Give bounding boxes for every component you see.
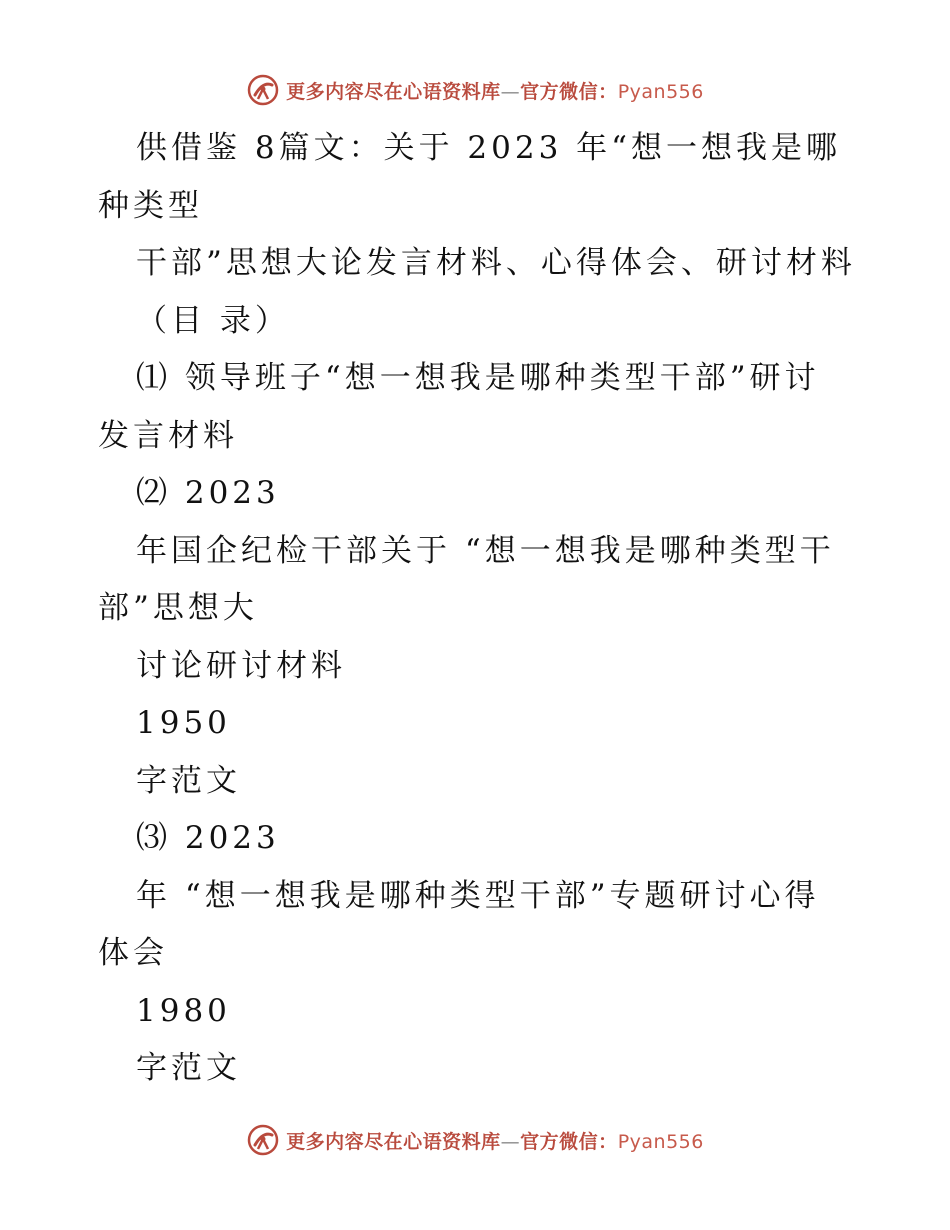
text-line: 发言材料 <box>98 417 238 454</box>
text-line: 1950 <box>136 705 231 741</box>
watermark-label: 官方微信： <box>520 1130 618 1153</box>
text-line: （目 录） <box>136 302 290 339</box>
header-watermark <box>0 72 950 108</box>
ribbon-seal-icon <box>246 1123 280 1157</box>
text-line: 字范文 <box>136 1050 241 1086</box>
text-line: 供借鉴 8篇文：关于 2023 年“想一想我是哪 <box>136 130 842 166</box>
watermark-site: 更多内容尽在心语资料库 <box>286 1130 501 1153</box>
text-line: 年国企纪检干部关于 “想一想我是哪种类型干 <box>136 532 835 569</box>
watermark-site: 更多内容尽在心语资料库 <box>286 80 501 103</box>
watermark-id: Pyan556 <box>617 1130 704 1153</box>
watermark-separator: — <box>500 1130 521 1153</box>
watermark-label: 官方微信： <box>520 80 618 103</box>
ribbon-seal-icon <box>246 73 280 107</box>
watermark-text <box>286 77 704 104</box>
watermark-separator: — <box>500 80 521 103</box>
document-body <box>98 120 858 1098</box>
text-line: 字范文 <box>136 762 241 799</box>
text-line: 部”思想大 <box>98 590 258 626</box>
text-line: 干部”思想大论发言材料、心得体会、研讨材料 <box>136 245 856 281</box>
text-line: 年 “想一想我是哪种类型干部”专题研讨心得 <box>136 877 820 914</box>
footer-watermark <box>0 1122 950 1158</box>
watermark-text <box>286 1127 704 1154</box>
watermark-id: Pyan556 <box>617 80 704 103</box>
text-line: ⑴ 领导班子“想一想我是哪种类型干部”研讨 <box>136 360 820 396</box>
text-line: 讨论研讨材料 <box>136 647 346 684</box>
text-line: ⑶ 2023 <box>136 820 280 856</box>
text-line: 种类型 <box>98 187 203 224</box>
text-line: 体会 <box>98 935 168 971</box>
text-line: 1980 <box>136 992 231 1029</box>
text-line: ⑵ 2023 <box>136 475 280 511</box>
